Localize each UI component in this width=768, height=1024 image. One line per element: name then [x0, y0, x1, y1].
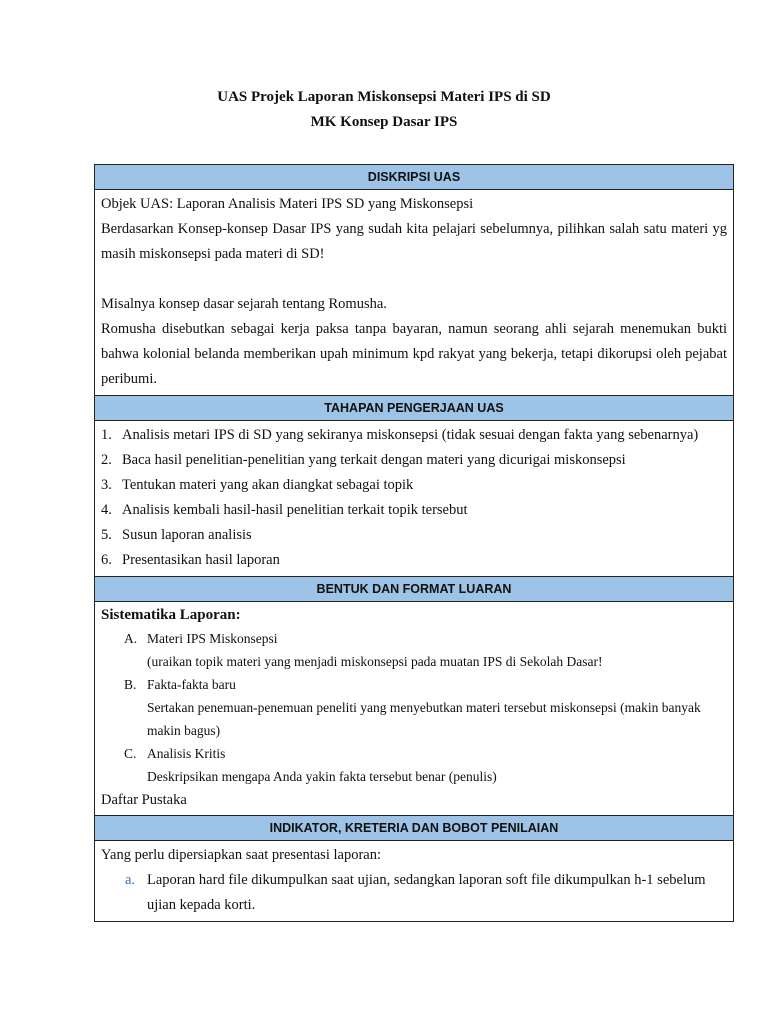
sistematika-title: Sistematika Laporan: [101, 607, 241, 623]
list-item [101, 498, 727, 523]
list-item [101, 423, 727, 448]
cell-tahapan [95, 421, 733, 577]
deskripsi-paragraph: Berdasarkan Konsep-konsep Dasar IPS yang sudah kita pelajari sebelumnya, pilihkan salah satu materi yg masih miskonsepsi pada materi di SD! [101, 221, 727, 262]
list-item [101, 523, 727, 548]
header-indikator: INDIKATOR, KRETERIA DAN BOBOT PENILAIAN [95, 816, 733, 841]
cell-bentuk [95, 602, 733, 816]
list-letter: a. [125, 872, 136, 888]
sub-label: Analisis Kritis [147, 746, 226, 761]
sub-item [101, 627, 727, 650]
daftar-pustaka: Daftar Pustaka [101, 792, 187, 808]
list-number: 5. [101, 527, 112, 543]
sub-item [101, 673, 727, 696]
sub-description: Sertakan penemuan-penemuan peneliti yang menyebutkan materi tersebut miskonsepsi (makin banyak makin bagus) [147, 700, 701, 738]
list-number: 4. [101, 502, 112, 518]
list-item [101, 548, 727, 573]
header-deskripsi: DISKRIPSI UAS [95, 165, 733, 190]
sub-letter: A. [124, 631, 138, 646]
sub-letter: B. [124, 677, 137, 692]
list-text: Presentasikan hasil laporan [122, 552, 280, 568]
list-text: Tentukan materi yang akan diangkat sebagai topik [122, 477, 414, 493]
cell-indikator [95, 841, 733, 921]
list-item [101, 868, 727, 918]
list-number: 1. [101, 427, 112, 443]
example-intro: Misalnya konsep dasar sejarah tentang Romusha. [101, 296, 387, 312]
list-text: Susun laporan analisis [122, 527, 252, 543]
header-tahapan: TAHAPAN PENGERJAAN UAS [95, 396, 733, 421]
list-text: Baca hasil penelitian-penelitian yang terkait dengan materi yang dicurigai miskonsepsi [122, 452, 626, 468]
example-text: Romusha disebutkan sebagai kerja paksa tanpa bayaran, namun seorang ahli sejarah menemukan bukti bahwa kolonial belanda memberikan upah minimum kpd rakyat yang bekerja, tetapi dikorupsi oleh pejabat peribumi. [101, 321, 727, 387]
sub-description: Deskripsikan mengapa Anda yakin fakta tersebut benar (penulis) [147, 769, 497, 784]
indikator-intro: Yang perlu dipersiapkan saat presentasi laporan: [101, 847, 381, 863]
list-text: Laporan hard file dikumpulkan saat ujian, sedangkan laporan soft file dikumpulkan h-1 sebelum ujian kepada korti. [147, 872, 706, 913]
sub-item [101, 742, 727, 765]
list-number: 6. [101, 552, 112, 568]
sub-description: (uraikan topik materi yang menjadi miskonsepsi pada muatan IPS di Sekolah Dasar! [147, 654, 603, 669]
uas-table [94, 164, 734, 922]
list-item [101, 448, 727, 473]
list-text: Analisis metari IPS di SD yang sekiranya miskonsepsi (tidak sesuai dengan fakta yang sebenarnya) [122, 427, 699, 443]
list-number: 2. [101, 452, 112, 468]
sub-letter: C. [124, 746, 137, 761]
list-number: 3. [101, 477, 112, 493]
list-text: Analisis kembali hasil-hasil penelitian terkait topik tersebut [122, 502, 468, 518]
objek-uas: Objek UAS: Laporan Analisis Materi IPS SD yang Miskonsepsi [101, 196, 474, 212]
document-subtitle: MK Konsep Dasar IPS [310, 114, 458, 130]
blank-line [101, 267, 727, 292]
header-bentuk: BENTUK DAN FORMAT LUARAN [95, 577, 733, 602]
sub-label: Fakta-fakta baru [147, 677, 236, 692]
cell-deskripsi [95, 190, 733, 396]
sub-label: Materi IPS Miskonsepsi [147, 631, 278, 646]
document-title: UAS Projek Laporan Miskonsepsi Materi IPS di SD [217, 89, 551, 105]
list-item [101, 473, 727, 498]
